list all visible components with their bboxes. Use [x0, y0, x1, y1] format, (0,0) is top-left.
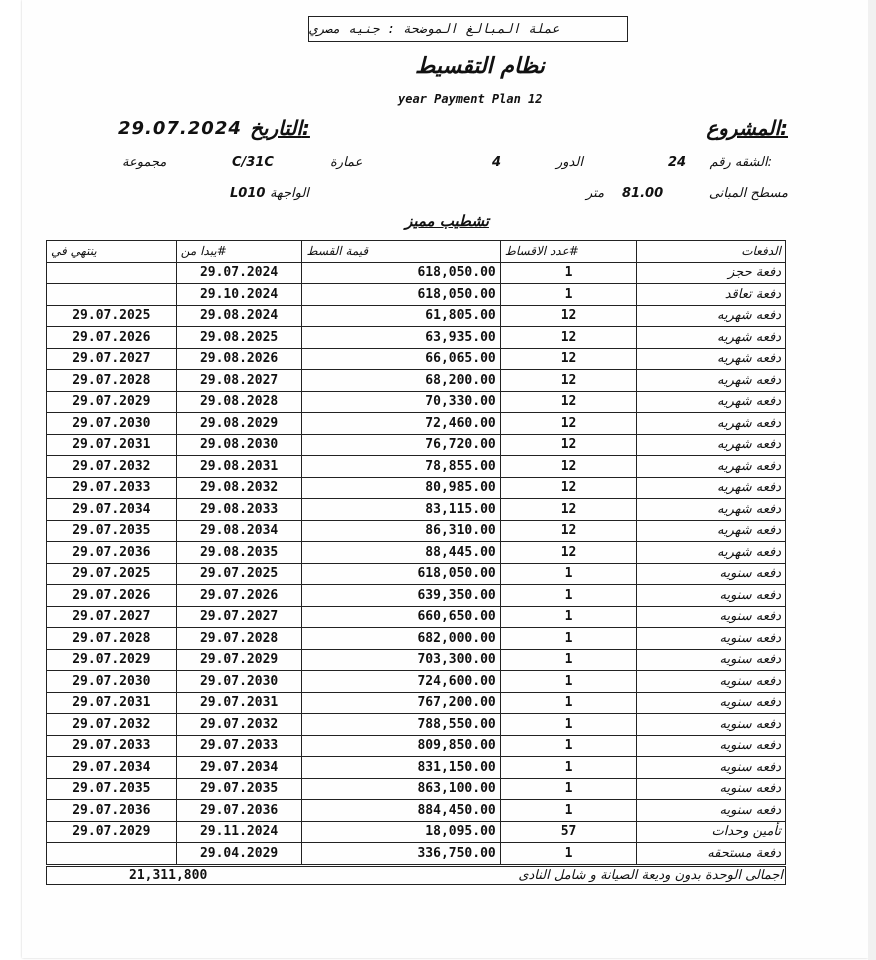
cell-type: دفعه سنويه — [637, 563, 786, 585]
cell-start: 29.07.2028 — [176, 628, 302, 650]
cell-amount: 618,050.00 — [302, 284, 500, 306]
table-row — [47, 735, 786, 757]
cell-end: 29.07.2031 — [47, 692, 177, 714]
cell-type: دفعه شهريه — [637, 305, 786, 327]
project-label: المشروع: — [706, 116, 788, 140]
cell-type: دفعه سنويه — [637, 800, 786, 822]
total-label: اجمالى الوحدة بدون وديعة الصيانة و شامل النادى — [518, 868, 783, 883]
cell-amount: 72,460.00 — [302, 413, 500, 435]
cell-end: 29.07.2025 — [47, 563, 177, 585]
cell-start: 29.07.2026 — [176, 585, 302, 607]
cell-type: دفعة مستحقه — [637, 843, 786, 865]
payment-plan-table — [46, 240, 786, 865]
cell-start: 29.07.2031 — [176, 692, 302, 714]
cell-type: دفعة حجز — [637, 262, 786, 284]
cell-count: 1 — [500, 628, 637, 650]
cell-start: 29.07.2032 — [176, 714, 302, 736]
cell-amount: 76,720.00 — [302, 434, 500, 456]
cell-type: دفعه سنويه — [637, 735, 786, 757]
area-unit: متر — [586, 186, 605, 201]
cell-count: 1 — [500, 778, 637, 800]
header-type: الدفعات — [637, 241, 786, 263]
cell-start: 29.07.2030 — [176, 671, 302, 693]
cell-count: 1 — [500, 800, 637, 822]
table-row — [47, 563, 786, 585]
area-value: 81.00 — [622, 186, 664, 201]
page-title: نظام التقسيط — [415, 54, 545, 79]
table-row — [47, 499, 786, 521]
cell-type: دفعه شهريه — [637, 542, 786, 564]
table-row — [47, 800, 786, 822]
finishing-title: تشطيب مميز — [405, 212, 489, 230]
cell-start: 29.08.2029 — [176, 413, 302, 435]
table-row — [47, 671, 786, 693]
cell-amount: 83,115.00 — [302, 499, 500, 521]
cell-end — [47, 843, 177, 865]
floor-value: 4 — [492, 155, 502, 170]
currency-note: عملة المبالغ الموضحة : جنيه مصري — [308, 16, 628, 42]
table-row — [47, 542, 786, 564]
plan-name: year Payment Plan 12 — [398, 92, 543, 106]
cell-end: 29.07.2032 — [47, 714, 177, 736]
cell-count: 57 — [500, 821, 637, 843]
cell-type: دفعه سنويه — [637, 671, 786, 693]
date-value: 29.07.2024 — [118, 118, 242, 139]
cell-count: 1 — [500, 262, 637, 284]
cell-count: 1 — [500, 692, 637, 714]
table-row — [47, 413, 786, 435]
cell-end: 29.07.2031 — [47, 434, 177, 456]
cell-type: دفعه شهريه — [637, 520, 786, 542]
cell-type: دفعه سنويه — [637, 606, 786, 628]
cell-amount: 18,095.00 — [302, 821, 500, 843]
cell-start: 29.08.2035 — [176, 542, 302, 564]
table-row — [47, 305, 786, 327]
cell-end: 29.07.2033 — [47, 735, 177, 757]
cell-count: 12 — [500, 348, 637, 370]
cell-end: 29.07.2028 — [47, 370, 177, 392]
cell-end: 29.07.2025 — [47, 305, 177, 327]
table-row — [47, 821, 786, 843]
cell-start: 29.08.2031 — [176, 456, 302, 478]
cell-end: 29.07.2027 — [47, 606, 177, 628]
header-amount: قيمة القسط — [302, 241, 500, 263]
facade-label: الواجهة — [270, 186, 309, 201]
table-row — [47, 262, 786, 284]
cell-type: دفعه شهريه — [637, 370, 786, 392]
cell-end: 29.07.2029 — [47, 649, 177, 671]
total-value: 21,311,800 — [129, 868, 208, 883]
cell-amount: 70,330.00 — [302, 391, 500, 413]
cell-amount: 618,050.00 — [302, 563, 500, 585]
cell-count: 12 — [500, 391, 637, 413]
cell-count: 1 — [500, 671, 637, 693]
cell-start: 29.07.2027 — [176, 606, 302, 628]
cell-amount: 788,550.00 — [302, 714, 500, 736]
cell-count: 1 — [500, 649, 637, 671]
cell-start: 29.07.2025 — [176, 563, 302, 585]
cell-start: 29.10.2024 — [176, 284, 302, 306]
cell-count: 1 — [500, 606, 637, 628]
table-row — [47, 370, 786, 392]
cell-type: دفعه سنويه — [637, 757, 786, 779]
cell-end: 29.07.2029 — [47, 821, 177, 843]
cell-end: 29.07.2028 — [47, 628, 177, 650]
cell-start: 29.08.2033 — [176, 499, 302, 521]
cell-type: دفعه شهريه — [637, 413, 786, 435]
cell-amount: 682,000.00 — [302, 628, 500, 650]
cell-end: 29.07.2035 — [47, 778, 177, 800]
date-label: التاريخ: — [250, 116, 310, 140]
table-row — [47, 520, 786, 542]
cell-end: 29.07.2036 — [47, 542, 177, 564]
cell-end: 29.07.2035 — [47, 520, 177, 542]
cell-end: 29.07.2036 — [47, 800, 177, 822]
cell-count: 12 — [500, 305, 637, 327]
cell-amount: 639,350.00 — [302, 585, 500, 607]
cell-start: 29.08.2025 — [176, 327, 302, 349]
cell-end: 29.07.2027 — [47, 348, 177, 370]
cell-end: 29.07.2033 — [47, 477, 177, 499]
cell-start: 29.07.2029 — [176, 649, 302, 671]
table-row — [47, 284, 786, 306]
cell-type: دفعه سنويه — [637, 714, 786, 736]
table-row — [47, 477, 786, 499]
cell-end — [47, 284, 177, 306]
cell-end: 29.07.2030 — [47, 413, 177, 435]
cell-start: 29.08.2024 — [176, 305, 302, 327]
cell-count: 1 — [500, 284, 637, 306]
cell-count: 1 — [500, 757, 637, 779]
header-end: ينتهي في — [47, 241, 177, 263]
apt-label: الشقه رقم: — [709, 155, 772, 170]
cell-count: 12 — [500, 370, 637, 392]
table-row — [47, 757, 786, 779]
cell-amount: 660,650.00 — [302, 606, 500, 628]
table-row — [47, 348, 786, 370]
table-row — [47, 628, 786, 650]
total-row — [46, 866, 786, 885]
cell-count: 1 — [500, 585, 637, 607]
cell-amount: 63,935.00 — [302, 327, 500, 349]
table-row — [47, 714, 786, 736]
cell-start: 29.07.2035 — [176, 778, 302, 800]
cell-end: 29.07.2030 — [47, 671, 177, 693]
cell-count: 12 — [500, 434, 637, 456]
cell-count: 1 — [500, 563, 637, 585]
area-label: مسطح المبانى — [708, 186, 788, 201]
table-row — [47, 649, 786, 671]
table-row — [47, 692, 786, 714]
cell-count: 1 — [500, 843, 637, 865]
cell-start: 29.08.2028 — [176, 391, 302, 413]
cell-amount: 767,200.00 — [302, 692, 500, 714]
cell-amount: 78,855.00 — [302, 456, 500, 478]
table-row — [47, 778, 786, 800]
cell-type: دفعه سنويه — [637, 692, 786, 714]
table-row — [47, 585, 786, 607]
header-count: #عدد الاقساط — [500, 241, 637, 263]
table-row — [47, 606, 786, 628]
header-start: #يبدا من — [176, 241, 302, 263]
cell-end: 29.07.2034 — [47, 499, 177, 521]
cell-type: دفعة تعاقد — [637, 284, 786, 306]
cell-count: 12 — [500, 477, 637, 499]
cell-count: 12 — [500, 456, 637, 478]
cell-type: دفعه سنويه — [637, 778, 786, 800]
cell-start: 29.08.2027 — [176, 370, 302, 392]
cell-type: دفعه سنويه — [637, 628, 786, 650]
cell-amount: 618,050.00 — [302, 262, 500, 284]
cell-start: 29.08.2032 — [176, 477, 302, 499]
cell-count: 1 — [500, 735, 637, 757]
cell-type: دفعه سنويه — [637, 649, 786, 671]
cell-end: 29.07.2034 — [47, 757, 177, 779]
cell-start: 29.08.2026 — [176, 348, 302, 370]
cell-type: دفعه سنويه — [637, 585, 786, 607]
cell-type: دفعه شهريه — [637, 434, 786, 456]
table-row — [47, 456, 786, 478]
cell-start: 29.11.2024 — [176, 821, 302, 843]
cell-type: دفعه شهريه — [637, 477, 786, 499]
facade-value: L010 — [230, 186, 266, 201]
cell-end — [47, 262, 177, 284]
cell-amount: 724,600.00 — [302, 671, 500, 693]
table-header-row — [47, 241, 786, 263]
group-label: مجموعة — [122, 155, 167, 170]
cell-end: 29.07.2032 — [47, 456, 177, 478]
building-label: عمارة — [330, 155, 363, 170]
cell-amount: 88,445.00 — [302, 542, 500, 564]
cell-start: 29.04.2029 — [176, 843, 302, 865]
cell-amount: 703,300.00 — [302, 649, 500, 671]
cell-start: 29.08.2030 — [176, 434, 302, 456]
cell-count: 1 — [500, 714, 637, 736]
cell-start: 29.07.2033 — [176, 735, 302, 757]
cell-amount: 863,100.00 — [302, 778, 500, 800]
cell-type: دفعه شهريه — [637, 391, 786, 413]
apt-value: 24 — [668, 155, 687, 170]
cell-type: دفعه شهريه — [637, 348, 786, 370]
cell-amount: 80,985.00 — [302, 477, 500, 499]
cell-amount: 831,150.00 — [302, 757, 500, 779]
cell-amount: 809,850.00 — [302, 735, 500, 757]
cell-count: 12 — [500, 520, 637, 542]
cell-amount: 68,200.00 — [302, 370, 500, 392]
cell-amount: 884,450.00 — [302, 800, 500, 822]
cell-start: 29.07.2034 — [176, 757, 302, 779]
table-row — [47, 327, 786, 349]
cell-count: 12 — [500, 542, 637, 564]
cell-end: 29.07.2026 — [47, 585, 177, 607]
cell-start: 29.07.2024 — [176, 262, 302, 284]
cell-start: 29.07.2036 — [176, 800, 302, 822]
building-value: C/31C — [232, 155, 274, 170]
cell-start: 29.08.2034 — [176, 520, 302, 542]
table-row — [47, 434, 786, 456]
cell-amount: 336,750.00 — [302, 843, 500, 865]
cell-end: 29.07.2026 — [47, 327, 177, 349]
cell-type: دفعه شهريه — [637, 327, 786, 349]
table-row — [47, 391, 786, 413]
cell-type: دفعه شهريه — [637, 499, 786, 521]
page-edge — [868, 0, 876, 960]
cell-count: 12 — [500, 327, 637, 349]
table-row — [47, 843, 786, 865]
cell-count: 12 — [500, 499, 637, 521]
cell-amount: 66,065.00 — [302, 348, 500, 370]
cell-amount: 61,805.00 — [302, 305, 500, 327]
cell-amount: 86,310.00 — [302, 520, 500, 542]
cell-type: تأمين وحدات — [637, 821, 786, 843]
cell-end: 29.07.2029 — [47, 391, 177, 413]
floor-label: الدور — [556, 155, 583, 170]
cell-count: 12 — [500, 413, 637, 435]
cell-type: دفعه شهريه — [637, 456, 786, 478]
